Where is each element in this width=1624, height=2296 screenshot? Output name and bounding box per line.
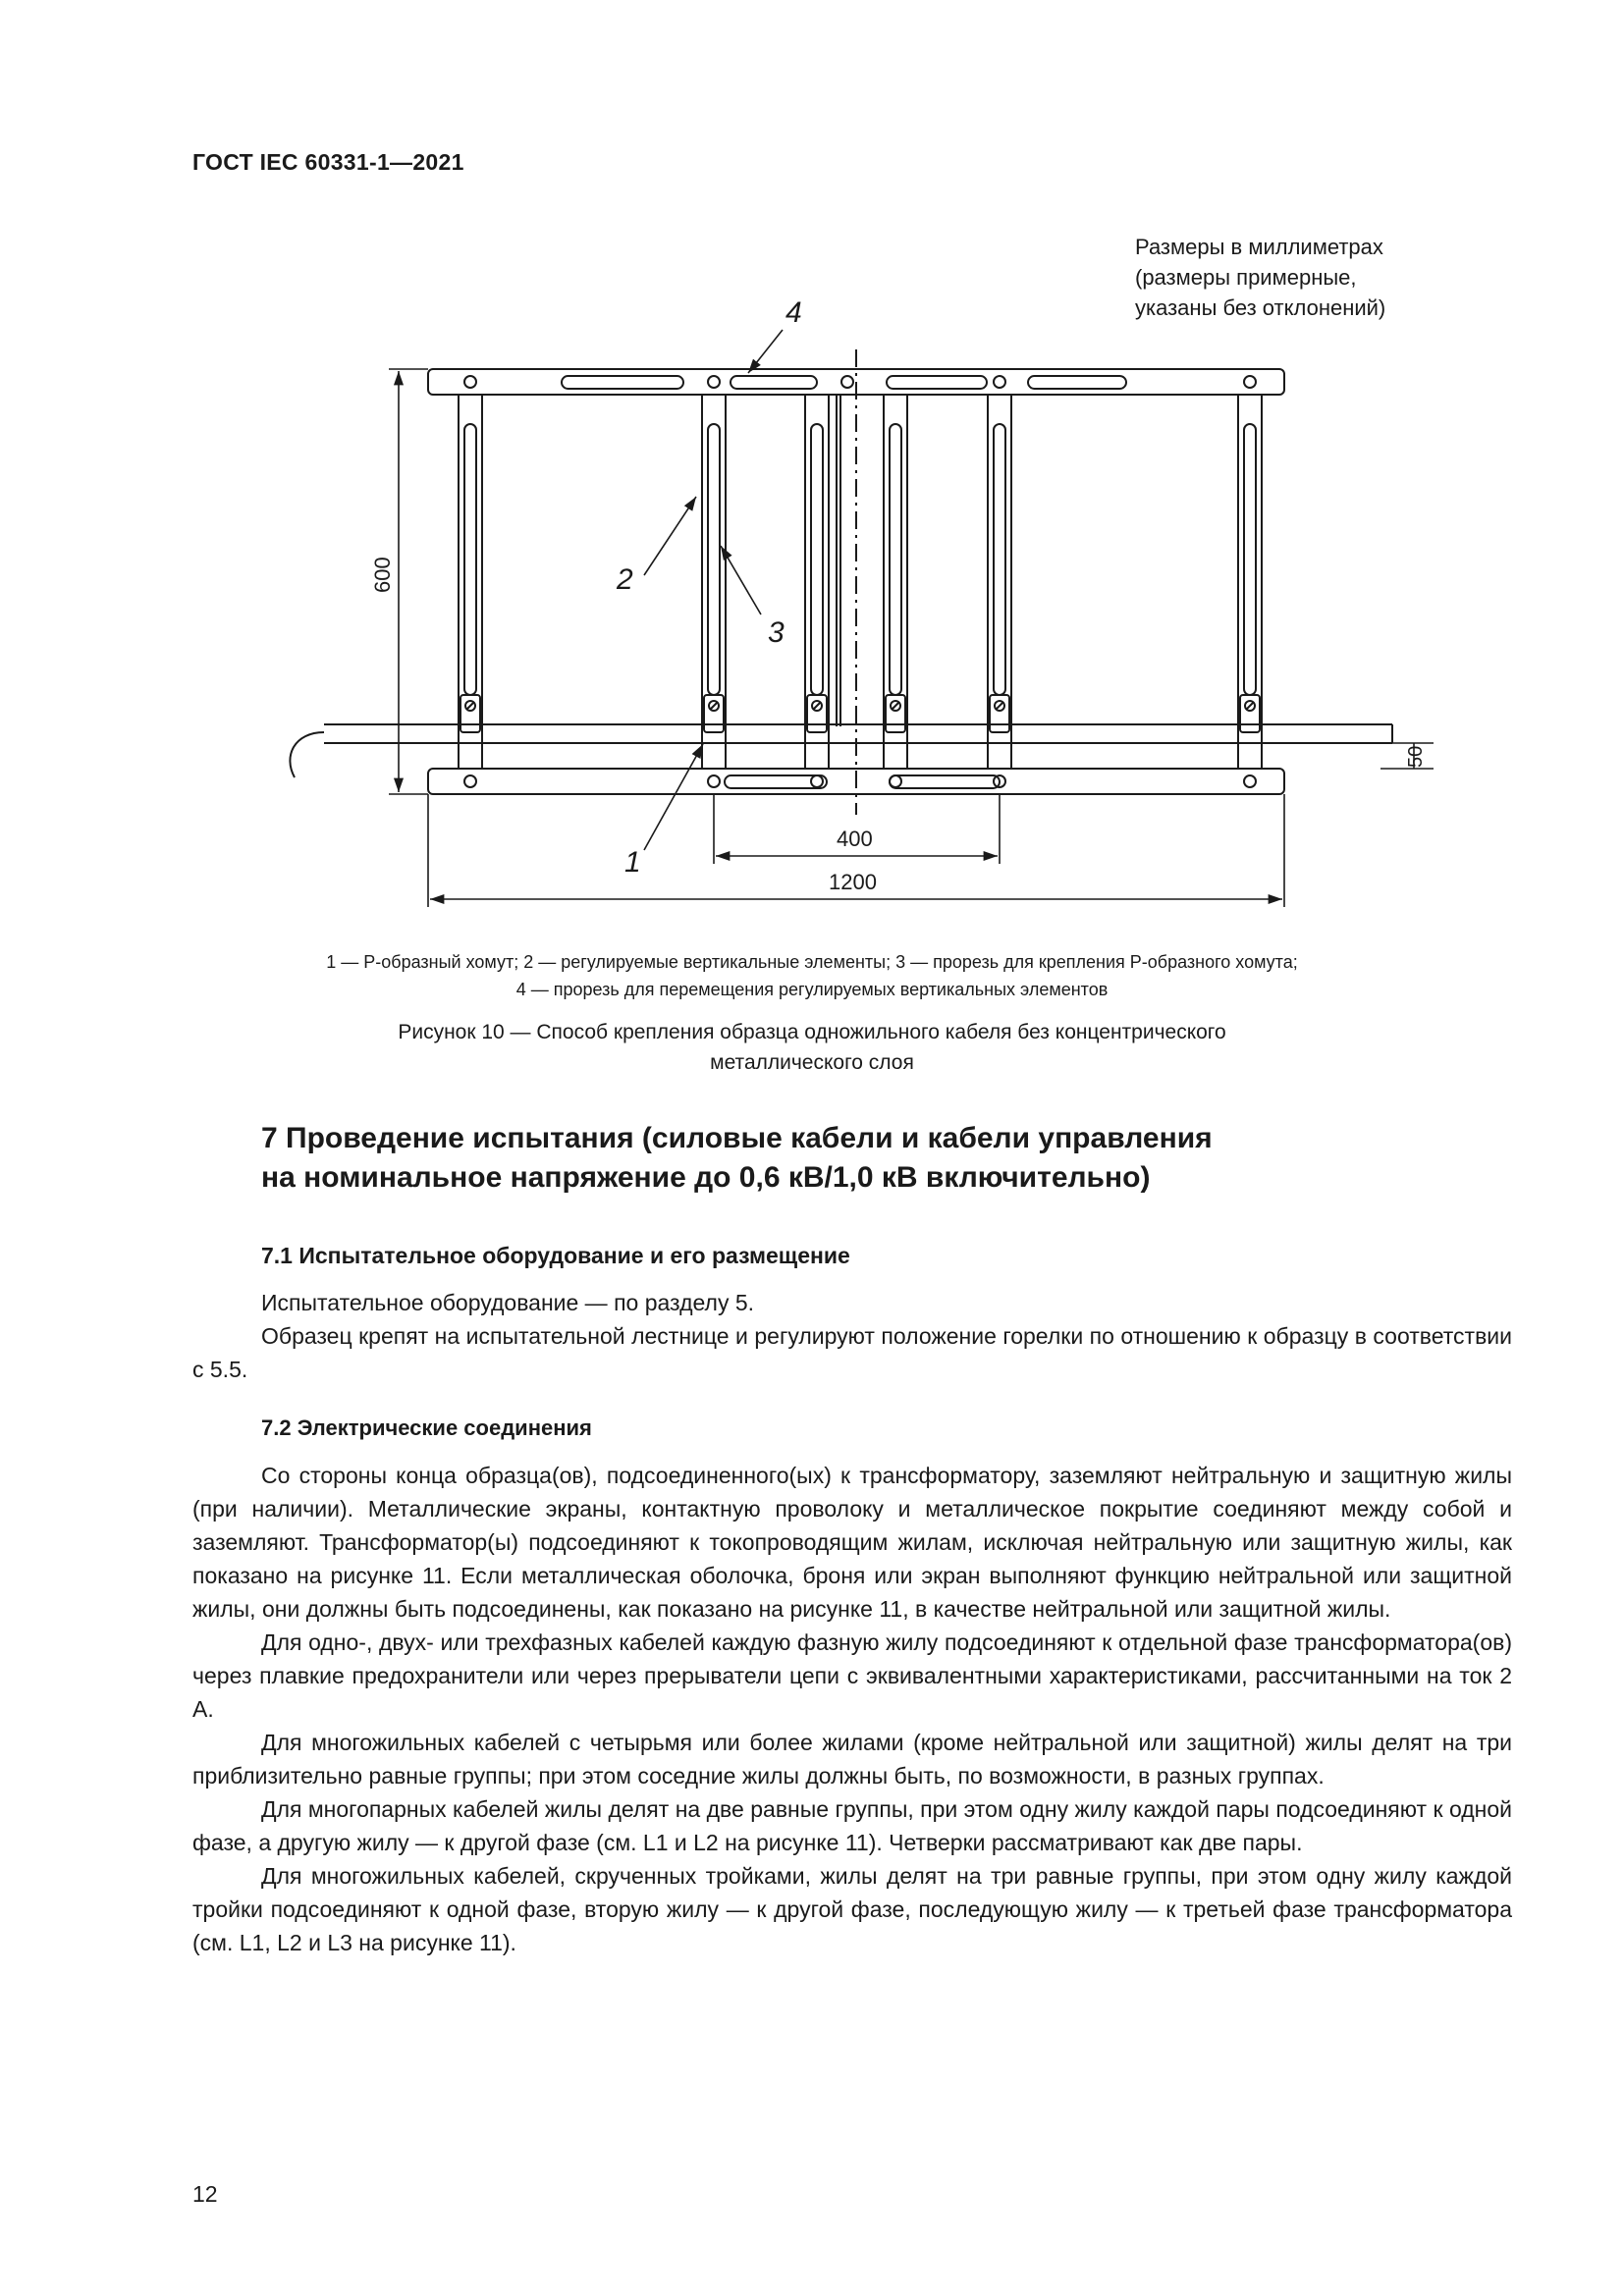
paragraph: Для многожильных кабелей, скрученных тройками, жилы делят на три равные группы, при этом одну жилу каждой тройки подсоединяют к одной фазе, вторую жилу — к другой фазе, последующую жилу — к третьей фазе трансформатора (см. L1, L2 и L3 на рисунке 11). [192, 1863, 1512, 1955]
units-note-line3: указаны без отклонений) [1135, 295, 1386, 320]
section-title-line1: 7 Проведение испытания (силовые кабели и кабели управления [261, 1122, 1213, 1154]
callout-2: 2 [617, 563, 633, 596]
paragraph: Для многопарных кабелей жилы делят на две равные группы, при этом одну жилу каждой пары подсоединяют к одной фазе, а другую жилу — к другой фазе (см. L1 и L2 на рисунке 11). Четверки рассматривают как две пары. [192, 1796, 1512, 1855]
p-clamps [460, 695, 1260, 732]
callout-3: 3 [768, 616, 785, 649]
vertical-element-6 [1238, 395, 1262, 769]
section-title-line2: на номинальное напряжение до 0,6 кВ/1,0 кВ включительно) [261, 1161, 1151, 1194]
paragraph: Со стороны конца образца(ов), подсоединенного(ых) к трансформатору, заземляют нейтральную и защитную жилы (при наличии). Металлические экраны, контактную проволоку и металлическое покрытие соединяют между собой и заземляют. Трансформатор(ы) подсоединяют к токопроводящим жилам, исключая нейтральную или защитную жилы, как показано на рисунке 11. Если металлическая оболочка, броня или экран выполняют функцию нейтральной или защитной жилы, они должны быть подсоединены, как показано на рисунке 11, в качестве нейтральной или защитной жилы. [192, 1463, 1512, 1622]
vertical-element-1 [459, 395, 482, 769]
document-header: ГОСТ IEC 60331-1—2021 [192, 149, 464, 175]
units-note-line2: (размеры примерные, [1135, 265, 1357, 290]
legend-line1: 1 — Р-образный хомут; 2 — регулируемые вертикальные элементы; 3 — прорезь для крепления Р-образного хомута; [326, 952, 1298, 972]
subsection-7-2-title: 7.2 Электрические соединения [261, 1415, 592, 1440]
vertical-element-5 [988, 395, 1011, 769]
paragraph: Для одно-, двух- или трехфазных кабелей каждую фазную жилу подсоединяют к отдельной фазе трансформатора(ов) через плавкие предохранители или через прерыватели цепи с эквивалентными характеристиками, рассчитанными на ток 2 А. [192, 1629, 1512, 1722]
figure-caption [192, 1017, 1432, 1078]
callout-1: 1 [624, 846, 641, 879]
dim-small-label: 50 [1405, 745, 1427, 768]
dim-total-label: 1200 [829, 870, 877, 894]
callout-4: 4 [785, 296, 802, 329]
dim-height-label: 600 [370, 557, 395, 593]
dim-inner-label: 400 [837, 827, 873, 851]
page-number: 12 [192, 2181, 218, 2207]
section-7-title [261, 1119, 1439, 1198]
units-note-line1: Размеры в миллиметрах [1135, 235, 1383, 259]
vertical-element-2 [702, 395, 726, 769]
subsection-7-1-title: 7.1 Испытательное оборудование и его размещение [261, 1243, 850, 1268]
subsection-7-1-body [192, 1286, 1512, 1386]
caption-line1: Рисунок 10 — Способ крепления образца одножильного кабеля без концентрического [398, 1021, 1226, 1043]
paragraph: Для многожильных кабелей с четырьмя или более жилами (кроме нейтральной или защитной) жилы делят на три приблизительно равные группы; при этом соседние жилы должны быть, по возможности, в разных группах. [192, 1730, 1512, 1789]
vertical-element-4 [884, 395, 907, 769]
figure-legend [192, 948, 1432, 1003]
paragraph: Образец крепят на испытательной лестнице и регулируют положение горелки по отношению к образцу в соответствии с 5.5. [192, 1323, 1512, 1382]
ladder-figure [0, 0, 1624, 982]
vertical-element-3 [805, 395, 829, 769]
subsection-7-2-body [192, 1459, 1512, 1959]
legend-line2: 4 — прорезь для перемещения регулируемых вертикальных элементов [515, 980, 1109, 999]
paragraph: Испытательное оборудование — по разделу 5. [261, 1290, 755, 1315]
caption-line2: металлического слоя [710, 1051, 914, 1074]
